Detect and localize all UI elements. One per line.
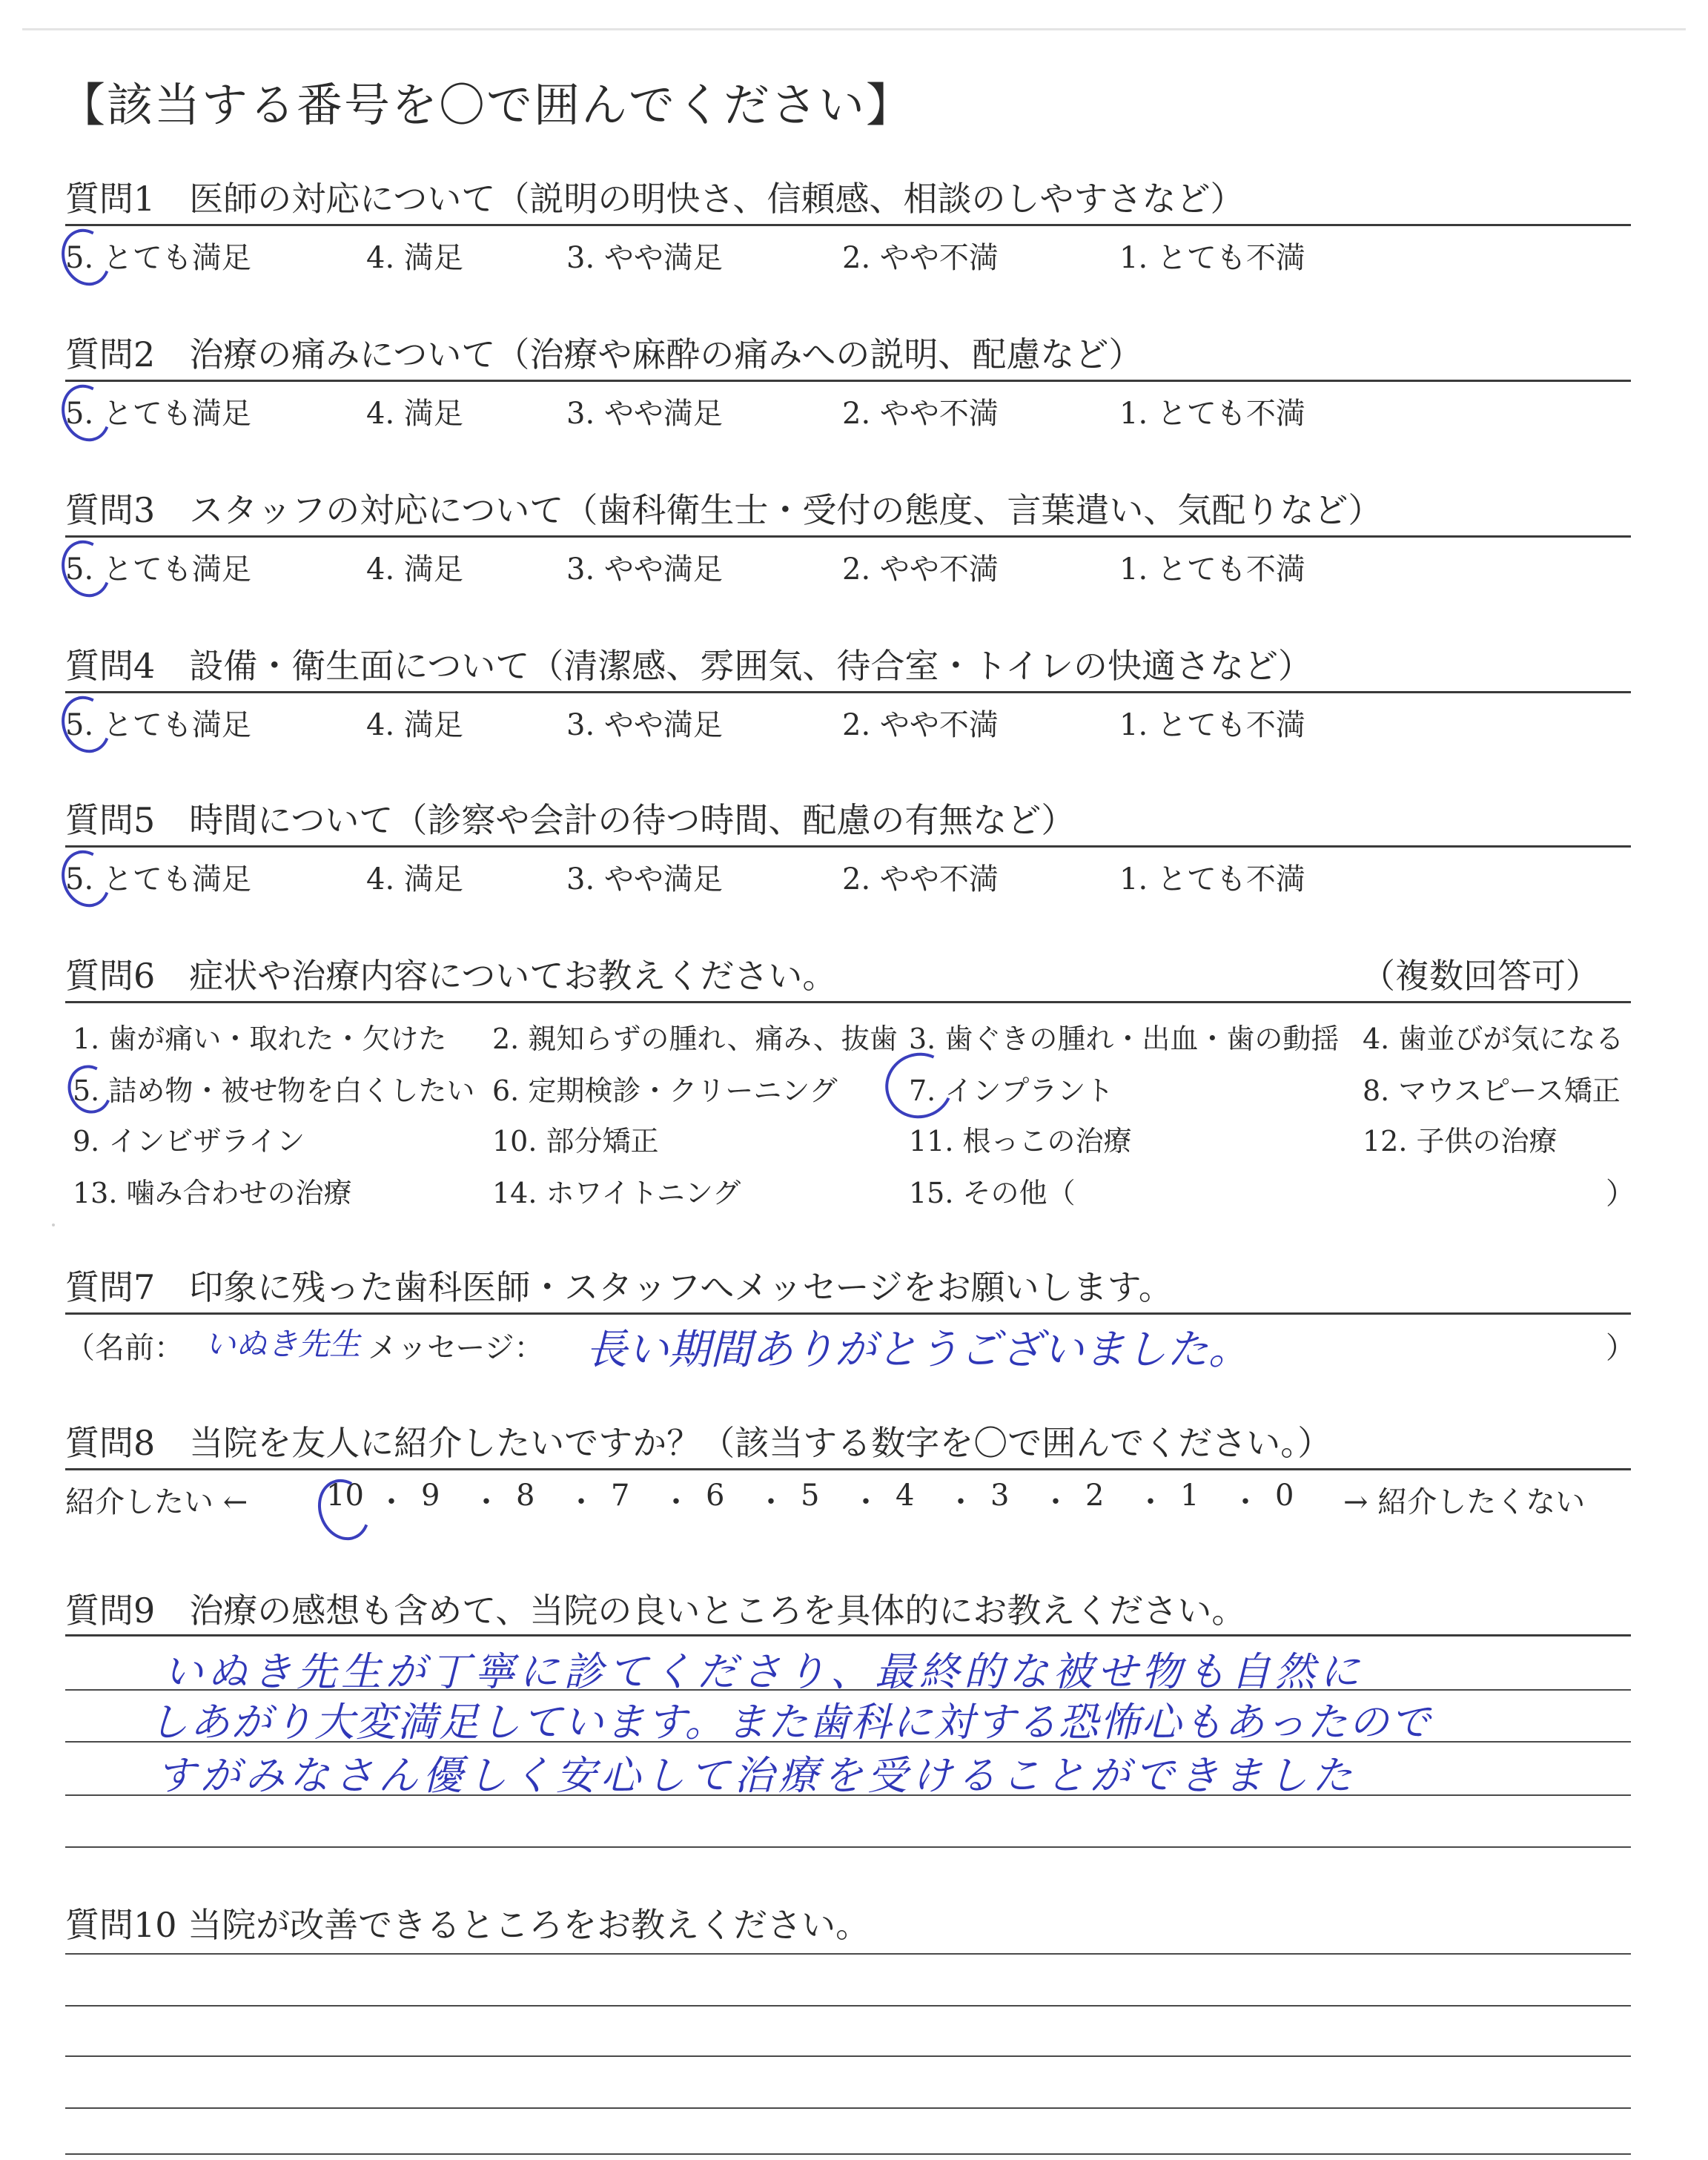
q9-answer-line-3: すがみなさん優しく安心して治療を受けることができました [156, 1752, 1357, 1799]
q8-separator: ・ [851, 1485, 881, 1519]
q5-option-3[interactable]: 3. やや満足 [566, 862, 723, 896]
q1-option-1[interactable]: 1. とても不満 [1119, 241, 1305, 275]
q3-option-2[interactable]: 2. やや不満 [842, 552, 999, 587]
q8-separator: ・ [661, 1485, 691, 1519]
q4-option-4[interactable]: 4. 満足 [366, 708, 463, 742]
q1-rule [65, 224, 1631, 226]
q7-message-value: 長い期間ありがとうございました。 [586, 1326, 1250, 1374]
q2-option-3[interactable]: 3. やや満足 [566, 397, 723, 431]
q8-separator: ・ [471, 1485, 501, 1519]
q10-line-3 [65, 2055, 1631, 2057]
q8-circle-10 [310, 1472, 379, 1548]
q5-option-4[interactable]: 4. 満足 [366, 862, 463, 896]
q2-rule [65, 380, 1631, 382]
q2-option-1[interactable]: 1. とても不満 [1119, 397, 1305, 431]
scan-top-edge [22, 28, 1686, 30]
q8-scale-6[interactable]: 6 [706, 1479, 725, 1513]
q6-option-6[interactable]: 6. 定期検診・クリーニング [492, 1074, 838, 1107]
q7-name-label: （名前： [65, 1331, 184, 1365]
q1-option-4[interactable]: 4. 満足 [366, 241, 463, 275]
q4-title: 質問4 設備・衛生面について（清潔感、雰囲気、待合室・トイレの快適さなど） [65, 646, 1313, 686]
q10-line-5 [65, 2153, 1631, 2155]
q2-selection-circle [54, 377, 119, 448]
q7-message-label: メッセージ： [368, 1331, 544, 1365]
q6-option-1[interactable]: 1. 歯が痛い・取れた・欠けた [73, 1023, 447, 1055]
q3-option-3[interactable]: 3. やや満足 [566, 552, 723, 587]
q8-rule [65, 1468, 1631, 1470]
q7-name-value: いぬき先生 [205, 1326, 361, 1362]
q8-separator: ・ [1041, 1485, 1070, 1519]
q5-selection-circle [54, 843, 119, 914]
q8-separator: ・ [566, 1485, 596, 1519]
q8-separator: ・ [377, 1485, 406, 1519]
q10-line-1 [65, 1953, 1631, 1955]
q6-option-15[interactable]: 15. その他（ [909, 1177, 1076, 1209]
page-title: 【該当する番号を〇で囲んでください】 [59, 78, 914, 132]
q3-selection-circle [54, 533, 119, 604]
q8-right-label: → 紹介したくない [1343, 1485, 1586, 1519]
q8-scale-9[interactable]: 9 [421, 1479, 440, 1513]
q6-title: 質問6 症状や治療内容についてお教えください。 [65, 956, 837, 996]
q8-title: 質問8 当院を友人に紹介したいですか？（該当する数字を〇で囲んでください。） [65, 1423, 1332, 1463]
q5-rule [65, 845, 1631, 848]
q7-close-paren: ） [1606, 1331, 1635, 1365]
q1-selection-circle [54, 222, 119, 292]
q8-scale-0[interactable]: 0 [1275, 1479, 1294, 1513]
q2-option-2[interactable]: 2. やや不満 [842, 397, 999, 431]
q10-line-2 [65, 2005, 1631, 2007]
q6-option-5[interactable]: 5. 詰め物・被せ物を白くしたい [73, 1074, 475, 1107]
q5-title: 質問5 時間について（診察や会計の待つ時間、配慮の有無など） [65, 800, 1076, 840]
q8-scale-1[interactable]: 1 [1180, 1479, 1199, 1513]
q6-option-13[interactable]: 13. 噛み合わせの治療 [73, 1177, 352, 1209]
q6-option-9[interactable]: 9. インビザライン [73, 1125, 305, 1157]
q7-title: 質問7 印象に残った歯科医師・スタッフへメッセージをお願いします。 [65, 1267, 1173, 1307]
q4-option-1[interactable]: 1. とても不満 [1119, 708, 1305, 742]
q3-option-4[interactable]: 4. 満足 [366, 552, 463, 587]
q8-scale-7[interactable]: 7 [611, 1479, 630, 1513]
q10-title: 質問10 当院が改善できるところをお教えください。 [65, 1905, 870, 1945]
q1-option-3[interactable]: 3. やや満足 [566, 241, 723, 275]
q8-scale-3[interactable]: 3 [990, 1479, 1010, 1513]
q8-separator: ・ [756, 1485, 786, 1519]
q3-title: 質問3 スタッフの対応について（歯科衛生士・受付の態度、言葉遣い、気配りなど） [65, 490, 1383, 530]
q4-option-3[interactable]: 3. やや満足 [566, 708, 723, 742]
q4-option-5[interactable]: 5. とても満足 [65, 708, 251, 742]
q6-note: （複数回答可） [1361, 956, 1600, 996]
q9-rule [65, 1634, 1631, 1636]
q8-scale-8[interactable]: 8 [516, 1479, 535, 1513]
q2-option-4[interactable]: 4. 満足 [366, 397, 463, 431]
q9-line-4 [65, 1846, 1631, 1848]
q6-option-3[interactable]: 3. 歯ぐきの腫れ・出血・歯の動揺 [909, 1023, 1340, 1055]
q8-left-label: 紹介したい ← [65, 1485, 248, 1519]
q1-title: 質問1 医師の対応について（説明の明快さ、信頼感、相談のしやすさなど） [65, 179, 1245, 219]
q6-option-2[interactable]: 2. 親知らずの腫れ、痛み、抜歯 [492, 1023, 898, 1055]
q4-option-2[interactable]: 2. やや不満 [842, 708, 999, 742]
q3-option-5[interactable]: 5. とても満足 [65, 552, 251, 587]
q9-answer-line-2: しあがり大変満足しています。また歯科に対する恐怖心もあったので [148, 1699, 1432, 1745]
q9-answer-line-1: いぬき先生が丁寧に診てくださり、最終的な被せ物も自然に [163, 1648, 1364, 1695]
q8-scale-5[interactable]: 5 [801, 1479, 820, 1513]
q4-selection-circle [54, 689, 119, 759]
q8-separator: ・ [946, 1485, 976, 1519]
q6-rule [65, 1001, 1631, 1003]
q6-option-11[interactable]: 11. 根っこの治療 [909, 1125, 1132, 1157]
q6-option-12[interactable]: 12. 子供の治療 [1363, 1125, 1558, 1157]
q1-option-2[interactable]: 2. やや不満 [842, 241, 999, 275]
q5-option-2[interactable]: 2. やや不満 [842, 862, 999, 896]
q3-rule [65, 535, 1631, 538]
q8-separator: ・ [1231, 1485, 1260, 1519]
q6-option-8[interactable]: 8. マウスピース矯正 [1363, 1074, 1621, 1107]
q8-scale-10[interactable]: 10 [326, 1479, 364, 1513]
q8-separator: ・ [1136, 1485, 1165, 1519]
q8-scale-2[interactable]: 2 [1085, 1479, 1105, 1513]
q2-title: 質問2 治療の痛みについて（治療や麻酔の痛みへの説明、配慮など） [65, 334, 1143, 374]
q6-close-paren: ） [1606, 1177, 1635, 1211]
q7-rule [65, 1312, 1631, 1315]
q4-rule [65, 691, 1631, 693]
q6-option-7[interactable]: 7. インプラント [909, 1074, 1114, 1107]
q8-scale-4[interactable]: 4 [896, 1479, 915, 1513]
q5-option-5[interactable]: 5. とても満足 [65, 862, 251, 896]
q1-option-5[interactable]: 5. とても満足 [65, 241, 251, 275]
q10-line-4 [65, 2107, 1631, 2109]
q6-option-14[interactable]: 14. ホワイトニング [492, 1177, 741, 1209]
q6-option-4[interactable]: 4. 歯並びが気になる [1363, 1023, 1624, 1055]
scan-speck [52, 1223, 55, 1226]
q6-option-10[interactable]: 10. 部分矯正 [492, 1125, 659, 1157]
q2-option-5[interactable]: 5. とても満足 [65, 397, 251, 431]
q3-option-1[interactable]: 1. とても不満 [1119, 552, 1305, 587]
q9-title: 質問9 治療の感想も含めて、当院の良いところを具体的にお教えください。 [65, 1591, 1246, 1631]
q5-option-1[interactable]: 1. とても不満 [1119, 862, 1305, 896]
